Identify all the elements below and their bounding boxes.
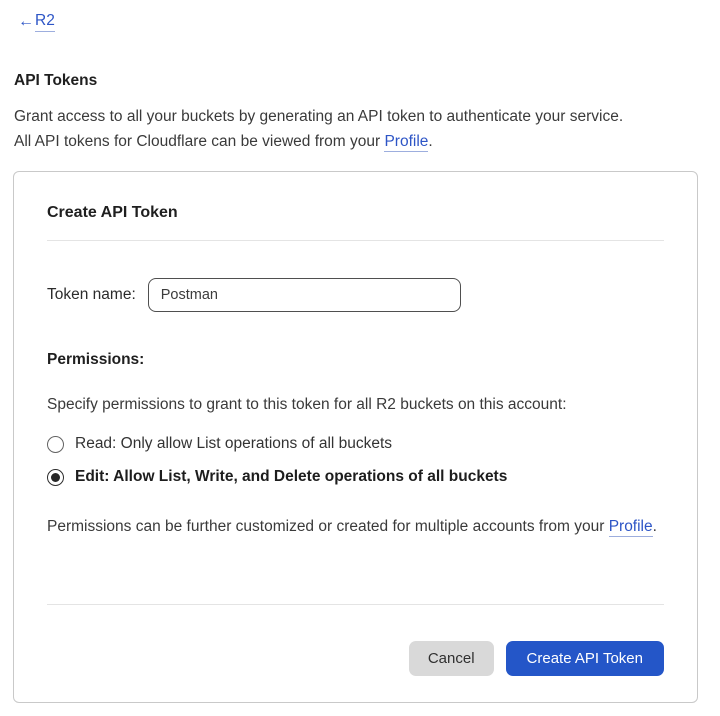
token-name-input[interactable]	[148, 278, 461, 312]
divider-bottom	[47, 604, 664, 605]
cancel-button[interactable]: Cancel	[409, 641, 494, 676]
permissions-instruction: Specify permissions to grant to this token for all R2 buckets on this account:	[47, 396, 567, 413]
create-api-token-card	[13, 171, 698, 703]
radio-checked-icon[interactable]	[47, 469, 64, 486]
permissions-heading: Permissions:	[47, 351, 145, 368]
page-description	[14, 105, 706, 154]
card-title: Create API Token	[47, 204, 178, 221]
radio-option-edit-label: Edit: Allow List, Write, and Delete operations of all buckets	[75, 468, 508, 485]
radio-option-read[interactable]	[47, 435, 664, 453]
radio-option-read-label: Read: Only allow List operations of all buckets	[75, 435, 393, 452]
profile-link[interactable]: Profile	[384, 132, 429, 150]
description-line-2: All API tokens for Cloudflare can be viewed from your	[14, 132, 385, 150]
description-line-1: Grant access to all your buckets by generating an API token to authenticate your service.	[14, 108, 624, 125]
back-link-r2[interactable]	[18, 12, 55, 32]
permissions-note	[47, 518, 664, 536]
note-suffix: .	[652, 518, 657, 535]
divider-top	[47, 240, 664, 241]
back-link-label: R2	[35, 12, 55, 32]
token-name-label: Token name:	[47, 286, 136, 303]
actions-row	[47, 641, 664, 676]
profile-link-note[interactable]: Profile	[608, 518, 653, 535]
back-arrow-icon: ←	[18, 13, 34, 30]
description-line-2-suffix: .	[428, 132, 433, 150]
page-title: API Tokens	[14, 72, 98, 89]
token-name-row	[47, 278, 664, 312]
note-text: Permissions can be further customized or created for multiple accounts from your	[47, 518, 609, 535]
radio-option-edit[interactable]	[47, 468, 664, 486]
create-api-token-button[interactable]: Create API Token	[506, 641, 664, 676]
radio-unchecked-icon[interactable]	[47, 436, 64, 453]
